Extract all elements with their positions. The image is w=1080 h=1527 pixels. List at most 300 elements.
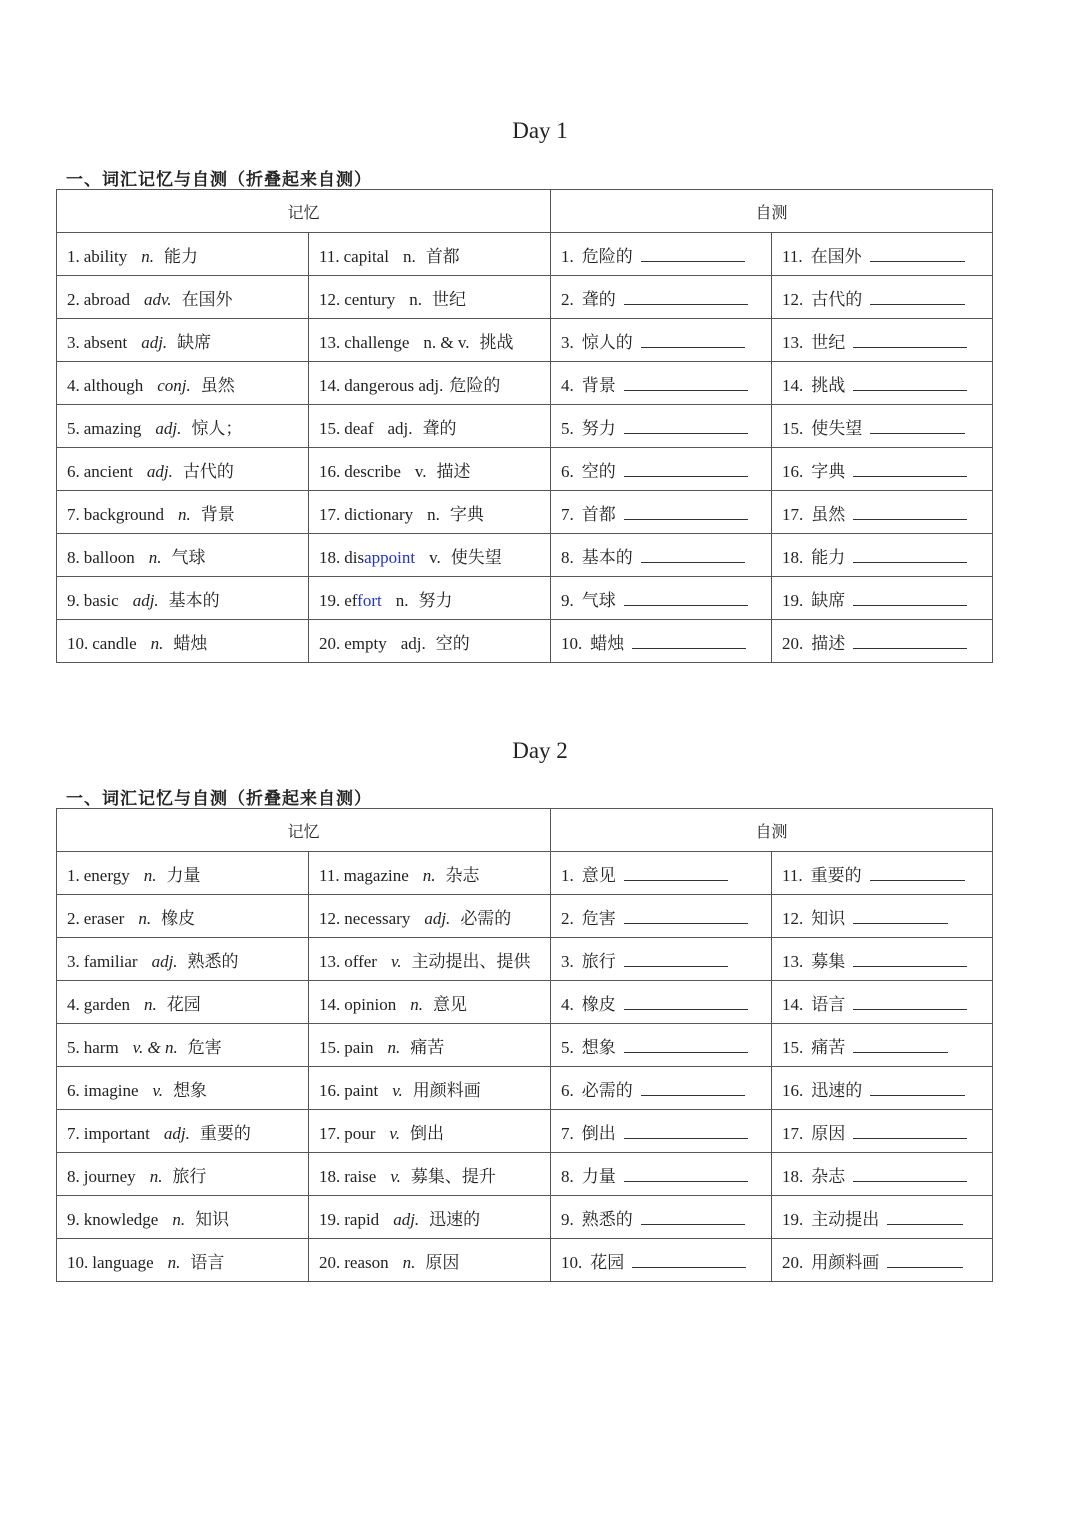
entry-meaning: 杂志 (445, 865, 480, 885)
entry-word: knowledge (83, 1209, 159, 1229)
test-number: 19. (782, 1209, 804, 1229)
entry-word: offer (344, 951, 377, 971)
test-number: 18. (782, 1166, 804, 1186)
entry-part-of-speech: adj. (424, 908, 451, 928)
entry-number: 13. (319, 951, 341, 971)
test-prompt: 使失望 (811, 418, 863, 438)
entry-word: capital (343, 246, 389, 266)
answer-blank[interactable] (853, 949, 967, 967)
test-prompt: 原因 (811, 1123, 846, 1143)
entry-number: 15. (319, 418, 341, 438)
entry-word: pain (344, 1037, 374, 1057)
table-row (57, 577, 993, 620)
entry-word: ability (83, 246, 128, 266)
memory-entry (57, 405, 309, 448)
entry-meaning: 空的 (435, 633, 470, 653)
entry-meaning: 惊人； (191, 418, 243, 438)
test-number: 1. (561, 246, 574, 266)
test-number: 17. (782, 1123, 804, 1143)
test-prompt: 聋的 (581, 289, 616, 309)
entry-word: journey (83, 1166, 136, 1186)
test-prompt: 语言 (811, 994, 846, 1014)
entry-number: 10. (67, 1252, 89, 1272)
answer-blank[interactable] (853, 330, 967, 348)
day-2-heading: 一、词汇记忆与自测（折叠起来自测） (66, 789, 372, 809)
memory-entry (57, 362, 309, 405)
test-prompt: 重要的 (810, 865, 862, 885)
test-prompt: 想象 (581, 1037, 616, 1057)
test-number: 16. (782, 461, 804, 481)
test-number: 10. (561, 1252, 583, 1272)
entry-part-of-speech: adj. (146, 461, 173, 481)
self-test-entry (772, 362, 993, 405)
memory-entry (309, 1196, 551, 1239)
entry-word: pour (344, 1123, 376, 1143)
entry-part-of-speech: n. (143, 865, 157, 885)
entry-word: language (92, 1252, 154, 1272)
memory-entry (309, 1110, 551, 1153)
test-number: 13. (782, 951, 804, 971)
entry-meaning: 蜡烛 (173, 633, 208, 653)
entry-word: harm (83, 1037, 119, 1057)
test-number: 3. (561, 332, 574, 352)
entry-number: 17. (319, 1123, 341, 1143)
test-number: 13. (782, 332, 804, 352)
answer-blank[interactable] (887, 1250, 963, 1268)
entry-part-of-speech: v. & n. (132, 1037, 178, 1057)
test-number: 4. (561, 375, 574, 395)
answer-blank[interactable] (624, 1121, 748, 1139)
table-header-row (57, 809, 993, 852)
test-number: 14. (782, 994, 804, 1014)
entry-meaning: 努力 (418, 590, 453, 610)
entry-word: necessary (344, 908, 411, 928)
entry-word: abroad (83, 289, 131, 309)
test-number: 1. (561, 865, 574, 885)
table-row (57, 448, 993, 491)
table-row (57, 1153, 993, 1196)
entry-word: reason (344, 1252, 389, 1272)
test-number: 12. (782, 289, 804, 309)
self-test-entry (551, 491, 772, 534)
entry-word: balloon (83, 547, 135, 567)
entry-part-of-speech: n. (409, 289, 422, 309)
test-number: 2. (561, 908, 574, 928)
table-row (57, 1067, 993, 1110)
entry-part-of-speech: adj. (387, 418, 413, 438)
entry-meaning: 原因 (425, 1252, 460, 1272)
entry-word: background (83, 504, 165, 524)
answer-blank[interactable] (624, 1164, 748, 1182)
entry-meaning: 旅行 (172, 1166, 207, 1186)
self-test-entry (551, 319, 772, 362)
test-prompt: 橡皮 (581, 994, 616, 1014)
entry-part-of-speech: adj. (132, 590, 159, 610)
memory-entry (57, 1196, 309, 1239)
entry-number: 4. (67, 994, 80, 1014)
entry-part-of-speech: v. (390, 1166, 401, 1186)
entry-part-of-speech: n. (141, 246, 154, 266)
entry-part-of-speech: v. (392, 1080, 403, 1100)
test-number: 14. (782, 375, 804, 395)
entry-number: 16. (319, 461, 341, 481)
entry-part-of-speech: n. (402, 1252, 416, 1272)
table-row (57, 362, 993, 405)
memory-column-header: 记忆 (57, 190, 551, 233)
test-prompt: 在国外 (810, 246, 862, 266)
test-prompt: 熟悉的 (581, 1209, 633, 1229)
test-number: 2. (561, 289, 574, 309)
table-row (57, 1196, 993, 1239)
self-test-entry (551, 1024, 772, 1067)
entry-meaning: 必需的 (460, 908, 512, 928)
entry-part-of-speech: n. (422, 865, 436, 885)
entry-word: important (83, 1123, 150, 1143)
answer-blank[interactable] (641, 330, 745, 348)
self-test-entry (551, 1110, 772, 1153)
entry-word: energy (83, 865, 130, 885)
answer-blank[interactable] (624, 459, 748, 477)
memory-entry (57, 577, 309, 620)
entry-part-of-speech: n. (149, 1166, 163, 1186)
test-prompt: 世纪 (811, 332, 846, 352)
table-row (57, 852, 993, 895)
entry-number: 20. (319, 633, 341, 653)
self-test-entry (551, 938, 772, 981)
memory-entry (57, 620, 309, 663)
entry-word-highlight: fort (357, 590, 382, 610)
answer-blank[interactable] (853, 502, 967, 520)
self-test-entry (551, 276, 772, 319)
entry-meaning: 首都 (425, 246, 460, 266)
self-test-entry (551, 1153, 772, 1196)
entry-word: rapid (344, 1209, 380, 1229)
answer-blank[interactable] (853, 1035, 948, 1053)
memory-entry (309, 233, 551, 276)
answer-blank[interactable] (624, 992, 748, 1010)
entry-part-of-speech: n. (402, 246, 416, 266)
test-prompt: 必需的 (581, 1080, 633, 1100)
memory-entry (309, 1153, 551, 1196)
entry-word: empty (344, 633, 387, 653)
entry-meaning: 重要的 (199, 1123, 251, 1143)
test-prompt: 气球 (581, 590, 616, 610)
self-test-entry (551, 577, 772, 620)
answer-blank[interactable] (624, 906, 748, 924)
entry-number: 20. (319, 1252, 341, 1272)
memory-entry (57, 895, 309, 938)
entry-part-of-speech: n. (144, 994, 157, 1014)
day-1-title: Day 1 (512, 118, 568, 143)
test-prompt: 虽然 (811, 504, 846, 524)
entry-number: 5. (67, 418, 80, 438)
test-number: 3. (561, 951, 574, 971)
memory-entry (309, 448, 551, 491)
test-number: 20. (782, 1252, 804, 1272)
memory-entry (57, 852, 309, 895)
answer-blank[interactable] (624, 373, 748, 391)
entry-meaning: 使失望 (450, 547, 502, 567)
test-number: 6. (561, 461, 574, 481)
entry-word: absent (83, 332, 128, 352)
test-number: 16. (782, 1080, 804, 1100)
table-header-row (57, 190, 993, 233)
answer-blank[interactable] (853, 373, 967, 391)
self-test-entry (772, 852, 993, 895)
entry-meaning: 基本的 (168, 590, 220, 610)
entry-word: century (344, 289, 396, 309)
test-number: 7. (561, 1123, 574, 1143)
test-number: 8. (561, 547, 574, 567)
entry-number: 9. (67, 1209, 80, 1229)
memory-entry (57, 1239, 309, 1282)
day-2-title: Day 2 (512, 738, 568, 763)
answer-blank[interactable] (853, 545, 967, 563)
self-test-entry (551, 1239, 772, 1282)
answer-blank[interactable] (624, 416, 748, 434)
answer-blank[interactable] (870, 244, 965, 262)
test-prompt: 缺席 (811, 590, 846, 610)
answer-blank[interactable] (853, 1164, 967, 1182)
memory-entry (309, 981, 551, 1024)
entry-number: 8. (67, 1166, 80, 1186)
answer-blank[interactable] (624, 588, 748, 606)
self-test-entry (551, 1196, 772, 1239)
entry-part-of-speech: n. (387, 1037, 401, 1057)
entry-meaning: 在国外 (181, 289, 233, 309)
entry-number: 3. (67, 332, 80, 352)
self-test-entry (772, 534, 993, 577)
entry-meaning: 主动提出、提供 (411, 951, 531, 971)
entry-number: 17. (319, 504, 341, 524)
self-test-entry (772, 981, 993, 1024)
self-test-entry (772, 1110, 993, 1153)
answer-blank[interactable] (641, 545, 745, 563)
test-prompt: 危险的 (581, 246, 633, 266)
memory-entry (309, 319, 551, 362)
entry-number: 13. (319, 332, 341, 352)
entry-meaning: 语言 (190, 1252, 225, 1272)
entry-number: 7. (67, 1123, 80, 1143)
entry-word: familiar (83, 951, 138, 971)
test-prompt: 用颜料画 (811, 1252, 880, 1272)
entry-part-of-speech: adj. (393, 1209, 420, 1229)
test-number: 9. (561, 1209, 574, 1229)
answer-blank[interactable] (641, 1078, 745, 1096)
table-row (57, 233, 993, 276)
test-prompt: 字典 (811, 461, 846, 481)
answer-blank[interactable] (870, 416, 965, 434)
entry-meaning: 橡皮 (161, 908, 196, 928)
memory-entry (309, 620, 551, 663)
test-prompt: 古代的 (811, 289, 863, 309)
test-prompt: 空的 (581, 461, 616, 481)
test-number: 9. (561, 590, 574, 610)
test-prompt: 能力 (811, 547, 846, 567)
memory-entry (309, 577, 551, 620)
test-prompt: 努力 (581, 418, 616, 438)
entry-number: 18. (319, 547, 341, 567)
answer-blank[interactable] (624, 863, 728, 881)
answer-blank[interactable] (641, 1207, 745, 1225)
test-prompt: 知识 (811, 908, 846, 928)
entry-word: basic (83, 590, 119, 610)
entry-word: amazing (83, 418, 142, 438)
self-test-entry (772, 620, 993, 663)
entry-meaning: 聋的 (422, 418, 457, 438)
memory-entry (309, 852, 551, 895)
self-test-entry (772, 276, 993, 319)
self-test-entry (772, 1067, 993, 1110)
answer-blank[interactable] (632, 1250, 746, 1268)
test-number: 11. (782, 865, 803, 885)
self-test-entry (772, 233, 993, 276)
entry-word-part: dis (344, 547, 365, 567)
table-row (57, 319, 993, 362)
entry-part-of-speech: n. (410, 994, 423, 1014)
entry-meaning: 古代的 (182, 461, 234, 481)
day-1-heading: 一、词汇记忆与自测（折叠起来自测） (66, 170, 372, 190)
entry-word: eraser (83, 908, 125, 928)
self-test-entry (772, 491, 993, 534)
entry-number: 15. (319, 1037, 341, 1057)
entry-number: 12. (319, 908, 341, 928)
test-prompt: 力量 (581, 1166, 616, 1186)
self-test-entry (772, 895, 993, 938)
answer-blank[interactable] (853, 588, 967, 606)
answer-blank[interactable] (624, 949, 728, 967)
entry-number: 2. (67, 908, 80, 928)
answer-blank[interactable] (624, 502, 748, 520)
self-test-entry (551, 895, 772, 938)
self-test-entry (772, 448, 993, 491)
test-number: 15. (782, 418, 804, 438)
test-prompt: 旅行 (581, 951, 616, 971)
entry-number: 1. (67, 865, 80, 885)
test-prompt: 意见 (581, 865, 616, 885)
self-test-entry (551, 1067, 772, 1110)
entry-part-of-speech: adj. (163, 1123, 190, 1143)
entry-meaning: 挑战 (479, 332, 514, 352)
memory-entry (57, 1153, 309, 1196)
self-test-entry (772, 1196, 993, 1239)
self-test-entry (772, 319, 993, 362)
test-number: 5. (561, 1037, 574, 1057)
entry-number: 19. (319, 590, 341, 610)
self-test-entry (551, 620, 772, 663)
memory-entry (57, 534, 309, 577)
table-row (57, 405, 993, 448)
entry-number: 16. (319, 1080, 341, 1100)
entry-word: describe (344, 461, 401, 481)
entry-part-of-speech: adj. (155, 418, 182, 438)
test-prompt: 杂志 (811, 1166, 846, 1186)
entry-word: deaf (344, 418, 374, 438)
entry-number: 12. (319, 289, 341, 309)
memory-entry (57, 981, 309, 1024)
day-1-vocab-table (56, 189, 993, 663)
answer-blank[interactable] (641, 244, 745, 262)
test-number: 5. (561, 418, 574, 438)
test-prompt: 募集 (811, 951, 846, 971)
answer-blank[interactable] (853, 906, 948, 924)
entry-number: 14. (319, 994, 341, 1014)
self-test-entry (772, 1239, 993, 1282)
entry-part-of-speech: v. (390, 951, 402, 971)
entry-number: 3. (67, 951, 80, 971)
memory-entry (309, 938, 551, 981)
memory-entry (57, 319, 309, 362)
test-prompt: 惊人的 (581, 332, 633, 352)
entry-meaning: 花园 (166, 994, 201, 1014)
answer-blank[interactable] (887, 1207, 963, 1225)
test-prompt: 描述 (811, 633, 846, 653)
table-row (57, 620, 993, 663)
test-number: 18. (782, 547, 804, 567)
answer-blank[interactable] (632, 631, 746, 649)
memory-column-header: 记忆 (57, 809, 551, 852)
test-prompt: 主动提出 (811, 1209, 880, 1229)
test-prompt: 危害 (581, 908, 616, 928)
entry-word: imagine (83, 1080, 139, 1100)
answer-blank[interactable] (624, 287, 748, 305)
answer-blank[interactable] (853, 1121, 967, 1139)
test-prompt: 花园 (590, 1252, 625, 1272)
self-test-entry (551, 852, 772, 895)
test-prompt: 首都 (581, 504, 616, 524)
entry-number: 14. (319, 375, 341, 395)
answer-blank[interactable] (853, 631, 967, 649)
answer-blank[interactable] (870, 287, 965, 305)
memory-entry (57, 491, 309, 534)
entry-number: 19. (319, 1209, 341, 1229)
self-test-entry (551, 405, 772, 448)
entry-part-of-speech: n. (138, 908, 152, 928)
answer-blank[interactable] (870, 863, 965, 881)
answer-blank[interactable] (853, 992, 967, 1010)
test-number: 12. (782, 908, 804, 928)
test-prompt: 倒出 (581, 1123, 616, 1143)
answer-blank[interactable] (853, 459, 967, 477)
entry-meaning: 世纪 (431, 289, 466, 309)
entry-number: 7. (67, 504, 80, 524)
self-test-entry (772, 938, 993, 981)
answer-blank[interactable] (870, 1078, 965, 1096)
entry-part-of-speech: adj. (141, 332, 168, 352)
entry-part-of-speech: v. (389, 1123, 400, 1143)
self-test-entry (772, 577, 993, 620)
entry-word: magazine (343, 865, 409, 885)
entry-word: raise (344, 1166, 377, 1186)
self-test-entry (551, 534, 772, 577)
entry-number: 4. (67, 375, 80, 395)
entry-meaning: 能力 (163, 246, 198, 266)
entry-part-of-speech: n. (395, 590, 409, 610)
memory-entry (309, 1239, 551, 1282)
self-test-column-header: 自测 (551, 190, 993, 233)
entry-meaning: 募集、提升 (410, 1166, 496, 1186)
table-row (57, 938, 993, 981)
table-row (57, 895, 993, 938)
test-number: 7. (561, 504, 574, 524)
entry-part-of-speech: v. (414, 461, 427, 481)
memory-entry (57, 233, 309, 276)
entry-number: 11. (319, 865, 340, 885)
self-test-entry (772, 1024, 993, 1067)
entry-part-of-speech: n. (178, 504, 191, 524)
answer-blank[interactable] (624, 1035, 748, 1053)
entry-part-of-speech: n. (427, 504, 440, 524)
